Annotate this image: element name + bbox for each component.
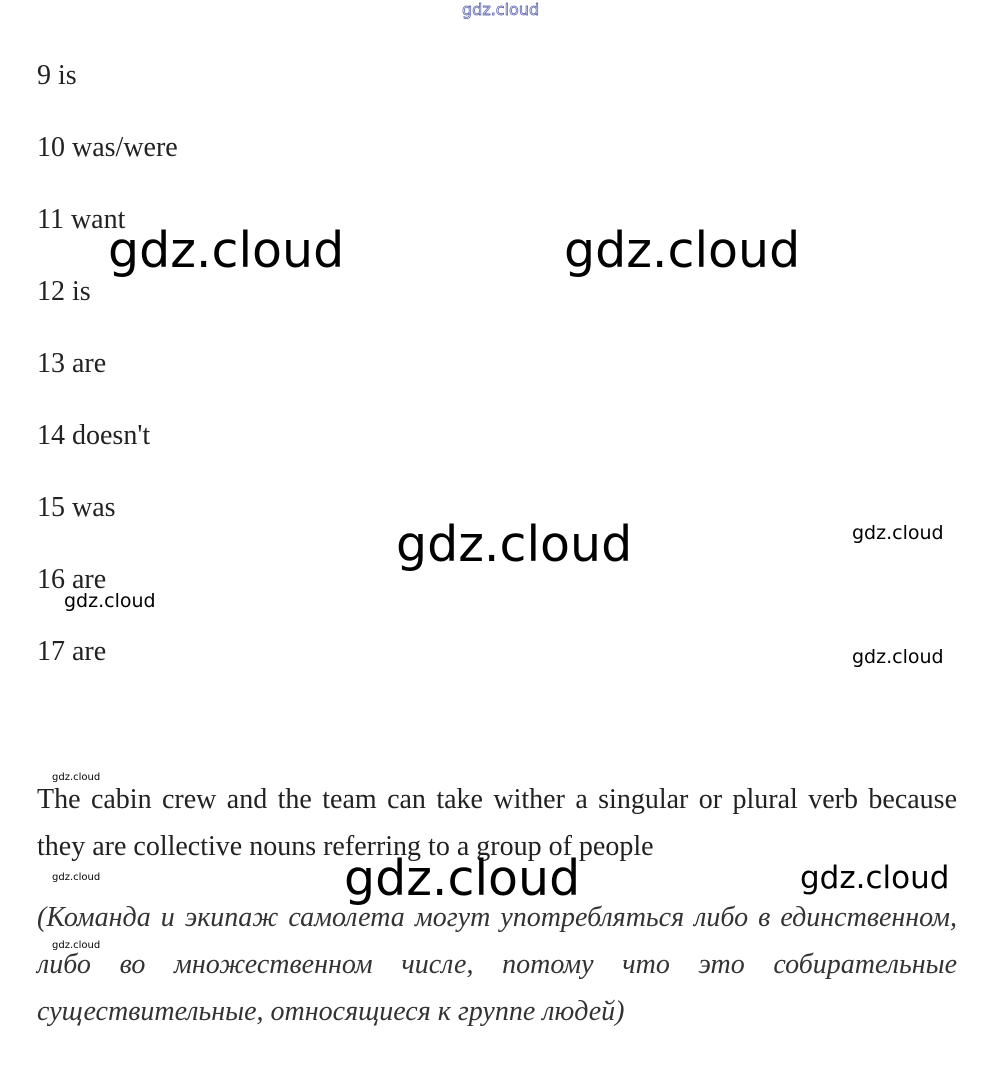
answer-item: 13 are [37, 348, 107, 379]
explanation-russian: (Команда и экипаж самолета могут употребляться либо в единственном, либо во множественном числе, потому что это собирательные существительные, относящиеся к группе людей) [37, 902, 957, 1027]
watermark-large-1: gdz.cloud [108, 222, 345, 279]
watermark-large-3: gdz.cloud [396, 516, 633, 573]
answer-item: 10 was/were [37, 132, 178, 163]
watermark-tiny-1: gdz.cloud [52, 772, 101, 783]
watermark-tiny-3: gdz.cloud [52, 940, 101, 951]
answer-item: 9 is [37, 60, 77, 91]
answer-item: 17 are [37, 636, 107, 667]
answer-item: 16 are [37, 564, 107, 595]
explanation-english: The cabin crew and the team can take wither a singular or plural verb because they are collective nouns referring to a group of people [37, 784, 957, 862]
watermark-small-2: gdz.cloud [64, 590, 156, 612]
watermark-top: gdz.cloud [462, 0, 540, 19]
watermark-large-4: gdz.cloud [344, 850, 581, 907]
watermark-medium: gdz.cloud [800, 860, 950, 896]
answer-item: 14 doesn't [37, 420, 151, 451]
watermark-tiny-2: gdz.cloud [52, 872, 101, 883]
answer-item: 12 is [37, 276, 91, 307]
watermark-small-1: gdz.cloud [852, 522, 944, 544]
watermark-small-3: gdz.cloud [852, 646, 944, 668]
watermark-large-2: gdz.cloud [564, 222, 801, 279]
answer-item: 15 was [37, 492, 116, 523]
answer-item: 11 want [37, 204, 126, 235]
